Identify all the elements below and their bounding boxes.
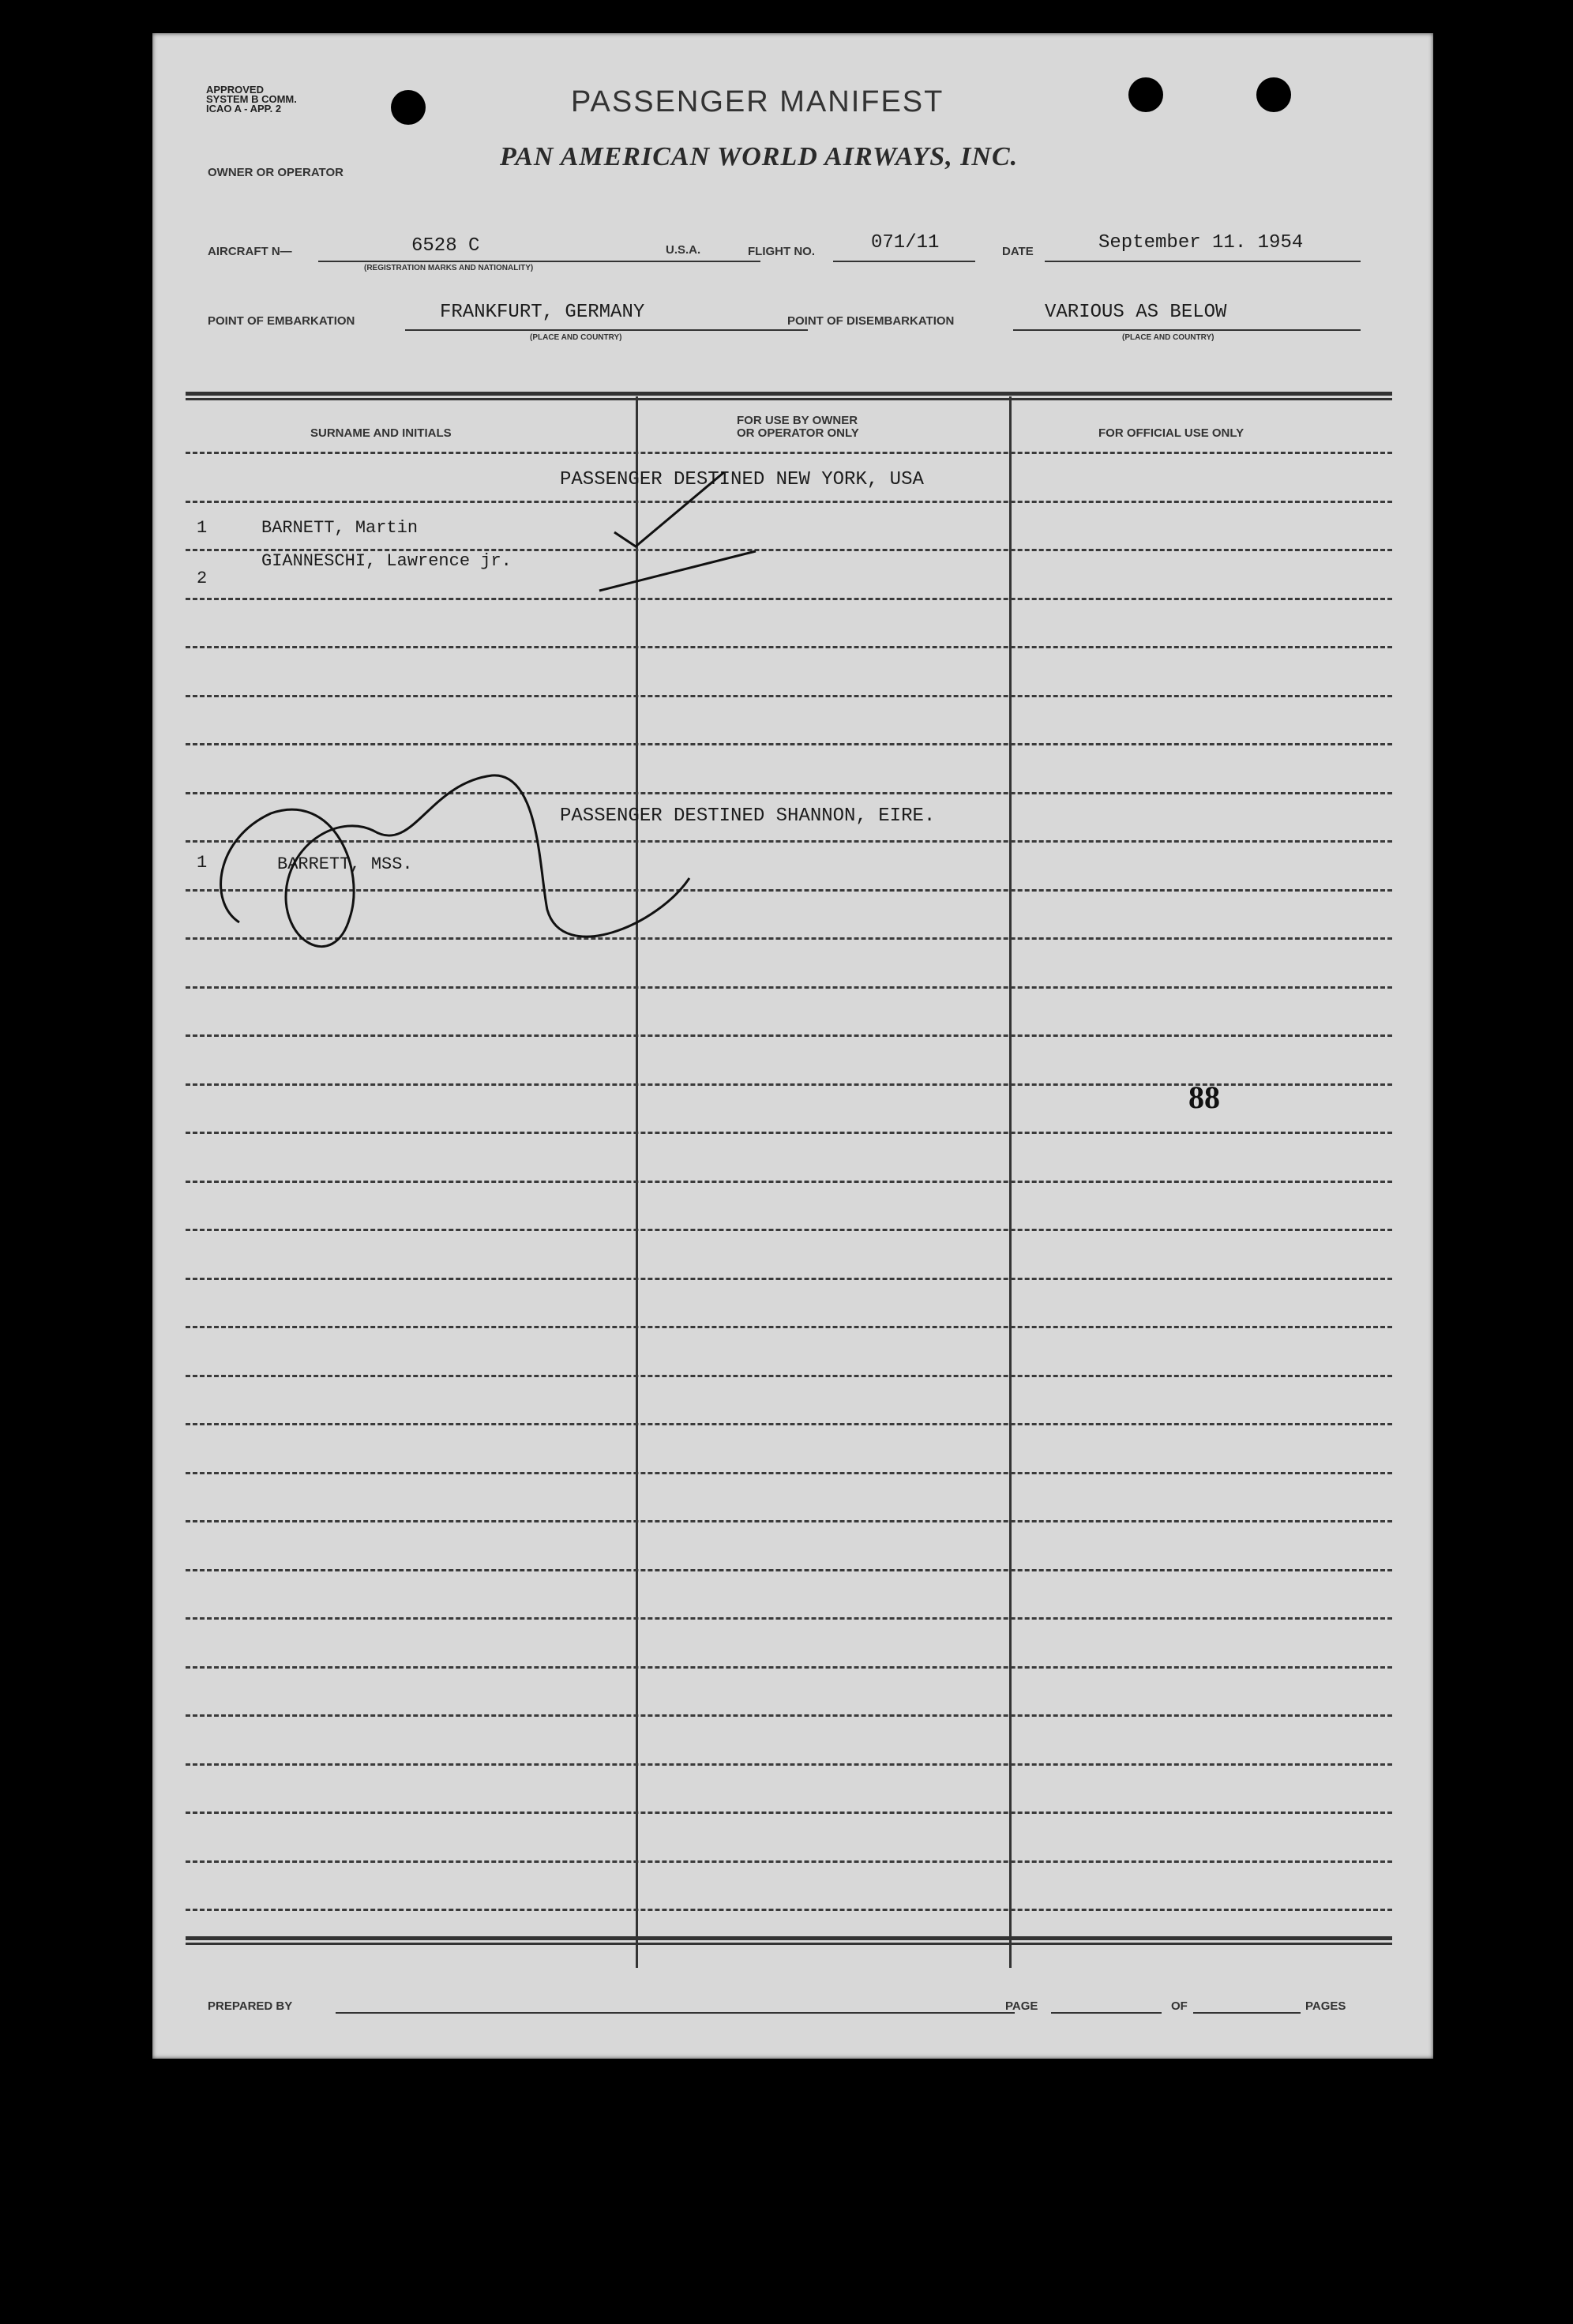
passenger-name: GIANNESCHI, Lawrence jr. xyxy=(261,551,512,571)
passenger-number: 1 xyxy=(197,518,208,538)
aircraft-number: 6528 C xyxy=(411,235,480,257)
pen-marks xyxy=(152,33,1433,2059)
check-mark xyxy=(599,551,756,591)
embarkation-point: FRANKFURT, GERMANY xyxy=(440,302,645,323)
prepared-by-line xyxy=(336,2012,1015,2014)
embarkation-label: POINT OF EMBARKATION xyxy=(208,314,355,328)
passenger-number: 2 xyxy=(197,569,208,588)
place-caption: (PLACE AND COUNTRY) xyxy=(530,333,622,342)
cancel-scribble xyxy=(221,775,689,947)
of-line xyxy=(1193,2012,1301,2014)
approval-line: ICAO A - APP. 2 xyxy=(206,103,282,115)
prepared-by-label: PREPARED BY xyxy=(208,1999,293,2013)
owner-column-header: OR OPERATOR ONLY xyxy=(737,426,859,440)
official-column-header: FOR OFFICIAL USE ONLY xyxy=(1098,426,1245,440)
pages-label: PAGES xyxy=(1305,1999,1346,2013)
usa-label: U.S.A. xyxy=(666,243,701,257)
flight-number: 071/11 xyxy=(871,232,940,253)
approval-line: APPROVED xyxy=(206,84,264,96)
passenger-number: 1 xyxy=(197,853,208,873)
page-label: PAGE xyxy=(1005,1999,1038,2013)
page-line xyxy=(1051,2012,1162,2014)
section-heading: PASSENGER DESTINED SHANNON, EIRE. xyxy=(560,805,936,827)
surname-column-header: SURNAME AND INITIALS xyxy=(310,426,452,440)
manifest-sheet xyxy=(152,33,1433,2059)
place-caption: (PLACE AND COUNTRY) xyxy=(1122,333,1214,342)
registration-caption: (REGISTRATION MARKS AND NATIONALITY) xyxy=(364,264,534,272)
official-stamp-number: 88 xyxy=(1188,1079,1220,1115)
disembarkation-label: POINT OF DISEMBARKATION xyxy=(787,314,955,328)
flight-label: FLIGHT NO. xyxy=(748,245,815,258)
section-heading: PASSENGER DESTINED NEW YORK, USA xyxy=(560,469,924,490)
airline-name: PAN AMERICAN WORLD AIRWAYS, INC. xyxy=(500,142,1019,171)
aircraft-label: AIRCRAFT N— xyxy=(208,245,292,258)
approval-line: SYSTEM B COMM. xyxy=(206,93,297,105)
check-mark xyxy=(614,472,724,546)
page-title: PASSENGER MANIFEST xyxy=(571,85,944,118)
owner-label: OWNER OR OPERATOR xyxy=(208,166,344,179)
disembarkation-point: VARIOUS AS BELOW xyxy=(1045,302,1227,323)
passenger-name: BARNETT, Martin xyxy=(261,518,419,538)
owner-column-header: FOR USE BY OWNER xyxy=(737,414,858,427)
flight-date: September 11. 1954 xyxy=(1098,232,1304,253)
date-label: DATE xyxy=(1002,245,1034,258)
passenger-name: BARRETT, MSS. xyxy=(277,854,413,874)
of-label: OF xyxy=(1171,1999,1188,2013)
